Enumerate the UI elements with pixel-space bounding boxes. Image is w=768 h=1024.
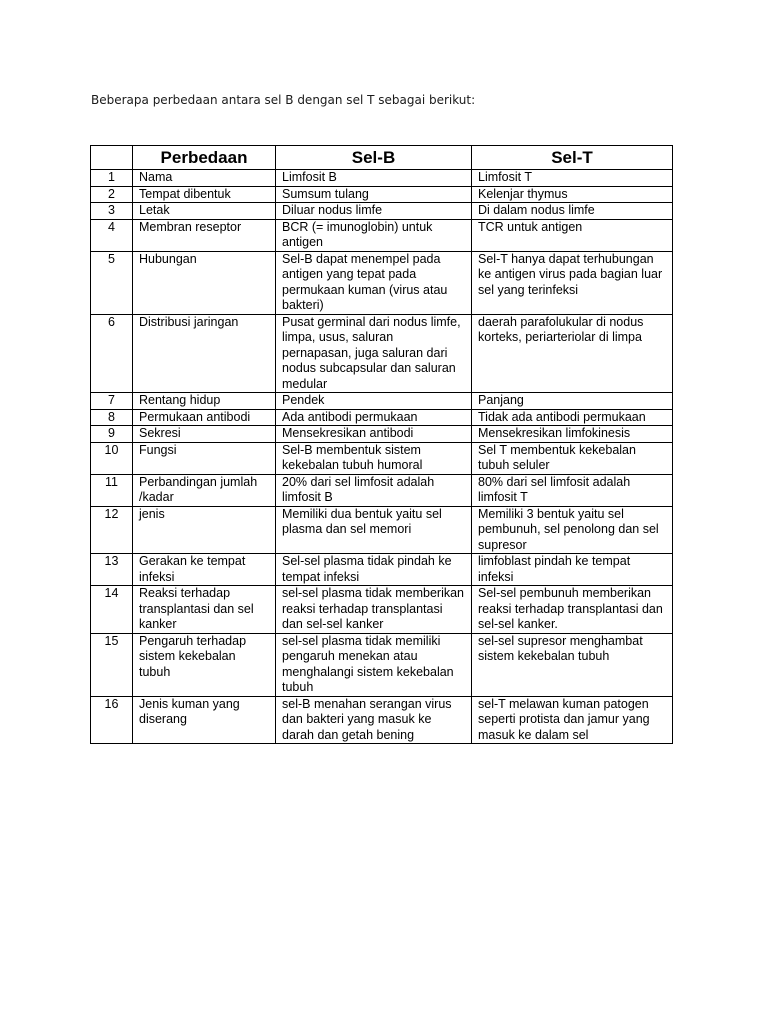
cell-sel-t: sel-sel supresor menghambat sistem kekebalan tubuh	[472, 633, 673, 696]
row-number: 1	[91, 170, 133, 187]
cell-sel-b: Sel-sel plasma tidak pindah ke tempat infeksi	[276, 554, 472, 586]
table-row	[91, 426, 673, 443]
row-number: 13	[91, 554, 133, 586]
cell-perbedaan: Gerakan ke tempat infeksi	[133, 554, 276, 586]
row-number: 7	[91, 393, 133, 410]
row-number: 16	[91, 696, 133, 744]
table-row	[91, 554, 673, 586]
table-row	[91, 186, 673, 203]
cell-sel-b: sel-sel plasma tidak memberikan reaksi terhadap transplantasi dan sel-sel kanker	[276, 586, 472, 634]
row-number: 9	[91, 426, 133, 443]
cell-perbedaan: Permukaan antibodi	[133, 409, 276, 426]
cell-sel-b: Sumsum tulang	[276, 186, 472, 203]
cell-perbedaan: Membran reseptor	[133, 219, 276, 251]
cell-sel-t: Limfosit T	[472, 170, 673, 187]
cell-sel-b: 20% dari sel limfosit adalah limfosit B	[276, 474, 472, 506]
table-row	[91, 203, 673, 220]
cell-sel-t: Mensekresikan limfokinesis	[472, 426, 673, 443]
cell-perbedaan: Rentang hidup	[133, 393, 276, 410]
cell-sel-b: BCR (= imunoglobin) untuk antigen	[276, 219, 472, 251]
row-number: 15	[91, 633, 133, 696]
cell-sel-t: daerah parafolukular di nodus korteks, periarteriolar di limpa	[472, 314, 673, 393]
cell-sel-t: limfoblast pindah ke tempat infeksi	[472, 554, 673, 586]
comparison-table	[90, 145, 673, 744]
cell-sel-b: Pendek	[276, 393, 472, 410]
table-body	[91, 170, 673, 744]
table-row	[91, 586, 673, 634]
table-row	[91, 170, 673, 187]
cell-perbedaan: Tempat dibentuk	[133, 186, 276, 203]
header-number	[91, 146, 133, 170]
cell-sel-b: Limfosit B	[276, 170, 472, 187]
cell-perbedaan: Jenis kuman yang diserang	[133, 696, 276, 744]
cell-perbedaan: Pengaruh terhadap sistem kekebalan tubuh	[133, 633, 276, 696]
cell-sel-t: Tidak ada antibodi permukaan	[472, 409, 673, 426]
cell-sel-b: Ada antibodi permukaan	[276, 409, 472, 426]
table-row	[91, 314, 673, 393]
table-row	[91, 506, 673, 554]
cell-sel-b: sel-sel plasma tidak memiliki pengaruh menekan atau menghalangi sistem kekebalan tubuh	[276, 633, 472, 696]
table-row	[91, 633, 673, 696]
cell-perbedaan: jenis	[133, 506, 276, 554]
header-sel-t: Sel-T	[472, 146, 673, 170]
cell-perbedaan: Nama	[133, 170, 276, 187]
cell-perbedaan: Distribusi jaringan	[133, 314, 276, 393]
cell-perbedaan: Letak	[133, 203, 276, 220]
table-row	[91, 409, 673, 426]
row-number: 6	[91, 314, 133, 393]
row-number: 11	[91, 474, 133, 506]
cell-sel-t: Sel-sel pembunuh memberikan reaksi terhadap transplantasi dan sel-sel kanker.	[472, 586, 673, 634]
row-number: 14	[91, 586, 133, 634]
row-number: 3	[91, 203, 133, 220]
cell-sel-b: Pusat germinal dari nodus limfe, limpa, usus, saluran pernapasan, juga saluran dari nodus subcapsular dan saluran medular	[276, 314, 472, 393]
cell-perbedaan: Hubungan	[133, 251, 276, 314]
table-row	[91, 696, 673, 744]
cell-sel-t: Sel T membentuk kekebalan tubuh seluler	[472, 442, 673, 474]
row-number: 2	[91, 186, 133, 203]
cell-sel-t: Memiliki 3 bentuk yaitu sel pembunuh, sel penolong dan sel supresor	[472, 506, 673, 554]
cell-sel-t: Kelenjar thymus	[472, 186, 673, 203]
cell-sel-b: Diluar nodus limfe	[276, 203, 472, 220]
table-row	[91, 474, 673, 506]
cell-sel-t: sel-T melawan kuman patogen seperti protista dan jamur yang masuk ke dalam sel	[472, 696, 673, 744]
row-number: 5	[91, 251, 133, 314]
cell-sel-t: Panjang	[472, 393, 673, 410]
table-row	[91, 442, 673, 474]
cell-sel-t: Sel-T hanya dapat terhubungan ke antigen virus pada bagian luar sel yang terinfeksi	[472, 251, 673, 314]
header-perbedaan: Perbedaan	[133, 146, 276, 170]
row-number: 8	[91, 409, 133, 426]
intro-text: Beberapa perbedaan antara sel B dengan sel T sebagai berikut:	[91, 93, 476, 107]
cell-perbedaan: Fungsi	[133, 442, 276, 474]
cell-perbedaan: Sekresi	[133, 426, 276, 443]
cell-sel-t: 80% dari sel limfosit adalah limfosit T	[472, 474, 673, 506]
cell-sel-b: Memiliki dua bentuk yaitu sel plasma dan sel memori	[276, 506, 472, 554]
table-header-row	[91, 146, 673, 170]
table-row	[91, 219, 673, 251]
cell-sel-b: sel-B menahan serangan virus dan bakteri yang masuk ke darah dan getah bening	[276, 696, 472, 744]
table-row	[91, 393, 673, 410]
cell-sel-b: Sel-B dapat menempel pada antigen yang tepat pada permukaan kuman (virus atau bakteri)	[276, 251, 472, 314]
row-number: 12	[91, 506, 133, 554]
row-number: 10	[91, 442, 133, 474]
cell-perbedaan: Reaksi terhadap transplantasi dan sel kanker	[133, 586, 276, 634]
cell-sel-b: Mensekresikan antibodi	[276, 426, 472, 443]
cell-perbedaan: Perbandingan jumlah /kadar	[133, 474, 276, 506]
cell-sel-t: TCR untuk antigen	[472, 219, 673, 251]
cell-sel-b: Sel-B membentuk sistem kekebalan tubuh humoral	[276, 442, 472, 474]
header-sel-b: Sel-B	[276, 146, 472, 170]
cell-sel-t: Di dalam nodus limfe	[472, 203, 673, 220]
table-row	[91, 251, 673, 314]
row-number: 4	[91, 219, 133, 251]
